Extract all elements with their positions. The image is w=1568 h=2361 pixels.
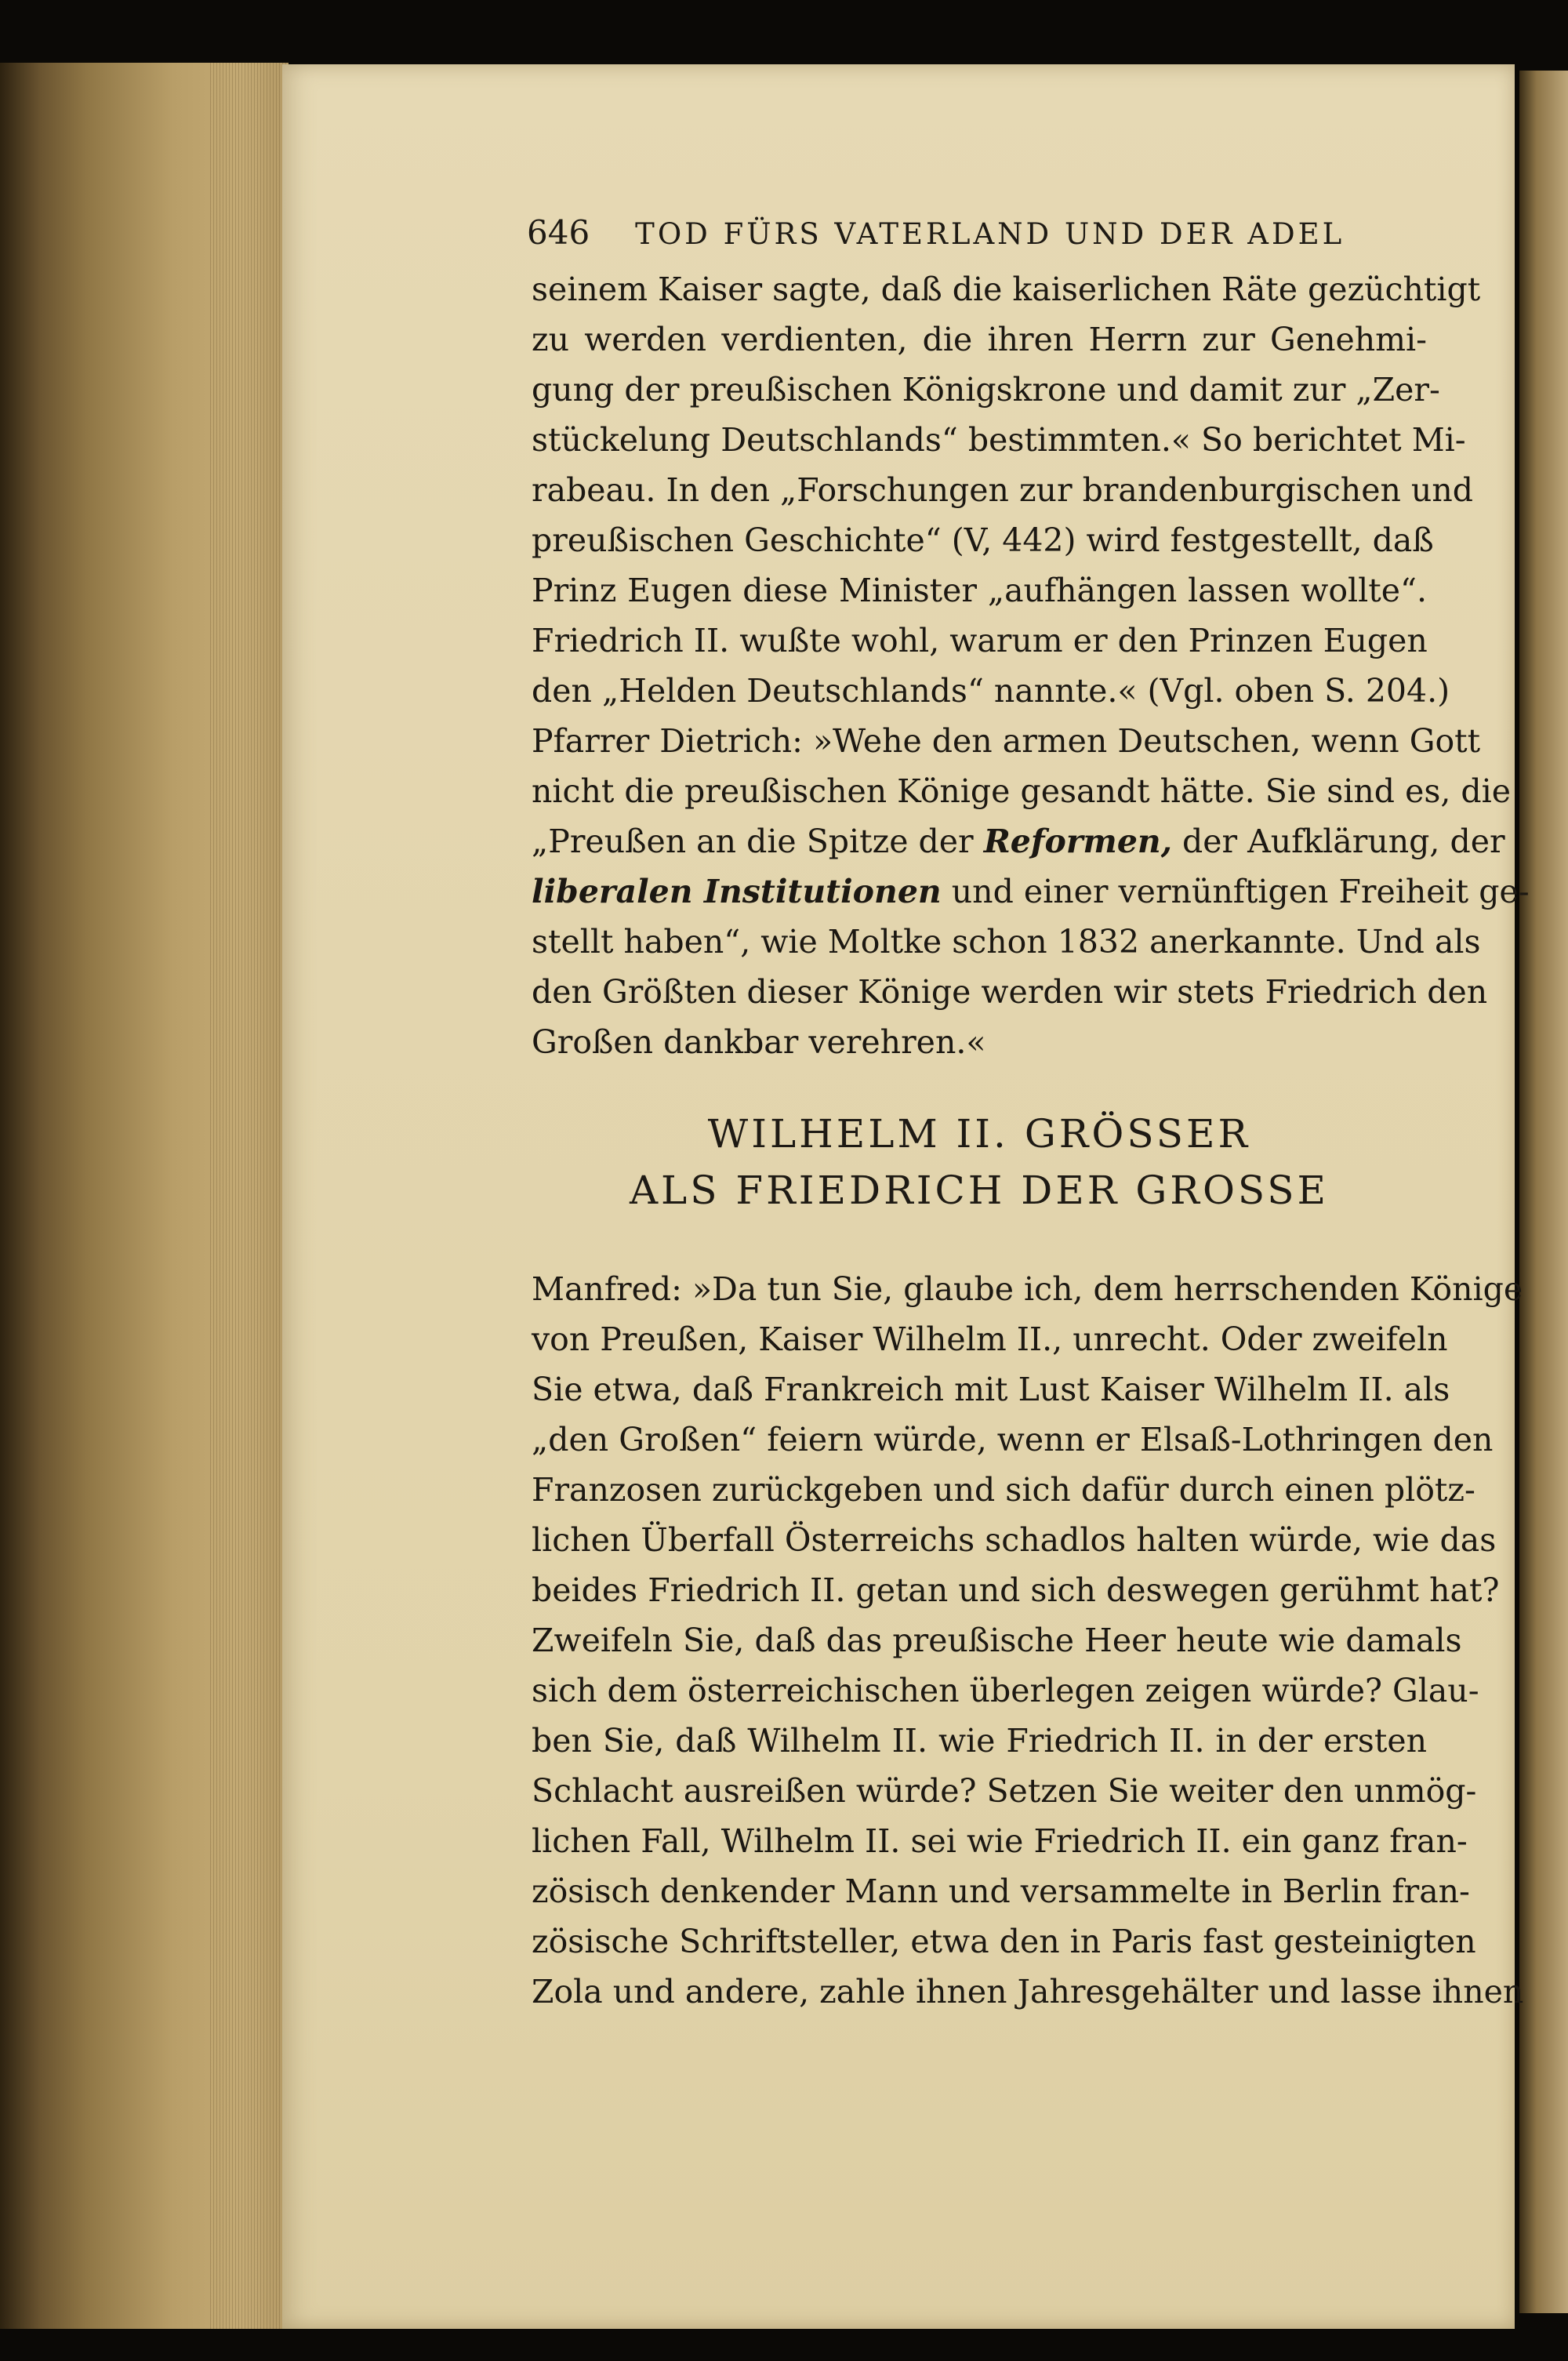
text-line <box>532 1967 1524 2017</box>
page-block-edge-lines <box>210 63 289 2329</box>
text-span: beides Friedrich II. getan und sich deswegen gerühmt hat? <box>532 1571 1500 1609</box>
section-heading-line-2: ALS FRIEDRICH DER GROSSE <box>629 1168 1330 1213</box>
text-span: Manfred: »Da tun Sie, glaube ich, dem herrschenden Könige <box>532 1270 1523 1308</box>
text-line <box>532 1816 1468 1866</box>
text-line <box>532 816 1505 866</box>
text-line <box>532 766 1512 816</box>
text-span: „den Großen“ feiern würde, wenn er Elsaß-Lothringen den <box>532 1421 1494 1458</box>
text-span: preußischen Geschichte“ (V, 442) wird festgestellt, daß <box>532 521 1434 559</box>
text-line <box>532 314 1427 365</box>
text-span: Zola und andere, zahle ihnen Jahresgehälter und lasse ihnen <box>532 1973 1524 2010</box>
italic-text: liberalen Institutionen <box>532 873 942 910</box>
section-heading-line-1: WILHELM II. GRÖSSER <box>707 1111 1251 1157</box>
text-span: Friedrich II. wußte wohl, warum er den Prinzen Eugen <box>532 622 1428 659</box>
text-span: gung der preußischen Königskrone und damit zur „Zer- <box>532 371 1440 409</box>
text-line <box>532 1615 1462 1665</box>
text-line <box>532 515 1434 565</box>
text-span: den „Helden Deutschlands“ nannte.« (Vgl. oben S. 204.) <box>532 672 1450 710</box>
text-line <box>532 967 1488 1017</box>
text-line <box>532 1264 1523 1314</box>
text-line <box>532 465 1473 515</box>
text-line <box>532 1515 1497 1565</box>
text-span: zu werden verdienten, die ihren Herrn zur Genehmi- <box>532 321 1427 358</box>
italic-text: Reformen, <box>983 823 1172 860</box>
text-line <box>532 415 1466 465</box>
text-line <box>532 1665 1479 1716</box>
text-line <box>532 1866 1470 1916</box>
text-span: von Preußen, Kaiser Wilhelm II., unrecht. Oder zweifeln <box>532 1320 1448 1358</box>
text-span: den Größten dieser Könige werden wir stets Friedrich den <box>532 973 1488 1011</box>
page-number: 646 <box>527 213 590 252</box>
adjacent-page-edge <box>1519 71 1568 2313</box>
text-line <box>532 264 1481 314</box>
text-span: sich dem österreichischen überlegen zeigen würde? Glau- <box>532 1672 1479 1709</box>
text-span: zösische Schriftsteller, etwa den in Paris fast gesteinigten <box>532 1923 1476 1960</box>
text-span: nicht die preußischen Könige gesandt hätte. Sie sind es, die <box>532 772 1512 810</box>
text-line <box>532 1565 1500 1615</box>
text-line <box>532 1716 1427 1766</box>
text-span: seinem Kaiser sagte, daß die kaiserlichen Räte gezüchtigt <box>532 271 1481 308</box>
text-span: ben Sie, daß Wilhelm II. wie Friedrich II. in der ersten <box>532 1722 1427 1760</box>
text-span: zösisch denkender Mann und versammelte in Berlin fran- <box>532 1872 1470 1910</box>
text-span: rabeau. In den „Forschungen zur brandenburgischen und <box>532 471 1473 509</box>
text-span: der Aufklärung, der <box>1171 823 1505 860</box>
text-line <box>532 616 1427 666</box>
text-span: stückelung Deutschlands“ bestimmten.« So berichtet Mi- <box>532 421 1466 459</box>
text-line <box>532 1364 1450 1415</box>
text-span: Großen dankbar verehren.« <box>532 1023 986 1061</box>
text-line <box>532 1415 1494 1465</box>
text-line <box>532 1017 1427 1067</box>
text-span: Schlacht ausreißen würde? Setzen Sie weiter den unmög- <box>532 1772 1477 1810</box>
text-line <box>532 1916 1476 1967</box>
text-span: Prinz Eugen diese Minister „aufhängen lassen wollte“. <box>532 572 1427 609</box>
running-title: TOD FÜRS VATERLAND UND DER ADEL <box>635 217 1345 251</box>
paragraph-2 <box>532 1264 1524 2017</box>
section-heading <box>532 1106 1427 1219</box>
paragraph-1 <box>532 264 1530 1067</box>
text-span: und einer vernünftigen Freiheit ge- <box>941 873 1530 910</box>
text-line <box>532 365 1440 415</box>
text-line <box>532 1314 1448 1364</box>
text-span: Franzosen zurückgeben und sich dafür durch einen plötz- <box>532 1471 1475 1509</box>
text-span: lichen Fall, Wilhelm II. sei wie Friedrich II. ein ganz fran- <box>532 1822 1468 1860</box>
text-line <box>532 1465 1475 1515</box>
text-span: Zweifeln Sie, daß das preußische Heer heute wie damals <box>532 1622 1462 1659</box>
text-line <box>532 866 1530 917</box>
running-head <box>527 213 1358 252</box>
text-span: Pfarrer Dietrich: »Wehe den armen Deutschen, wenn Gott <box>532 722 1481 760</box>
text-span: stellt haben“, wie Moltke schon 1832 anerkannte. Und als <box>532 923 1481 961</box>
text-line <box>532 565 1427 616</box>
text-line <box>532 716 1481 766</box>
text-span: Sie etwa, daß Frankreich mit Lust Kaiser Wilhelm II. als <box>532 1371 1450 1408</box>
text-line <box>532 1766 1477 1816</box>
text-span: lichen Überfall Österreichs schadlos halten würde, wie das <box>532 1521 1497 1559</box>
text-line <box>532 917 1481 967</box>
text-line <box>532 666 1450 716</box>
text-span: „Preußen an die Spitze der <box>532 823 984 860</box>
